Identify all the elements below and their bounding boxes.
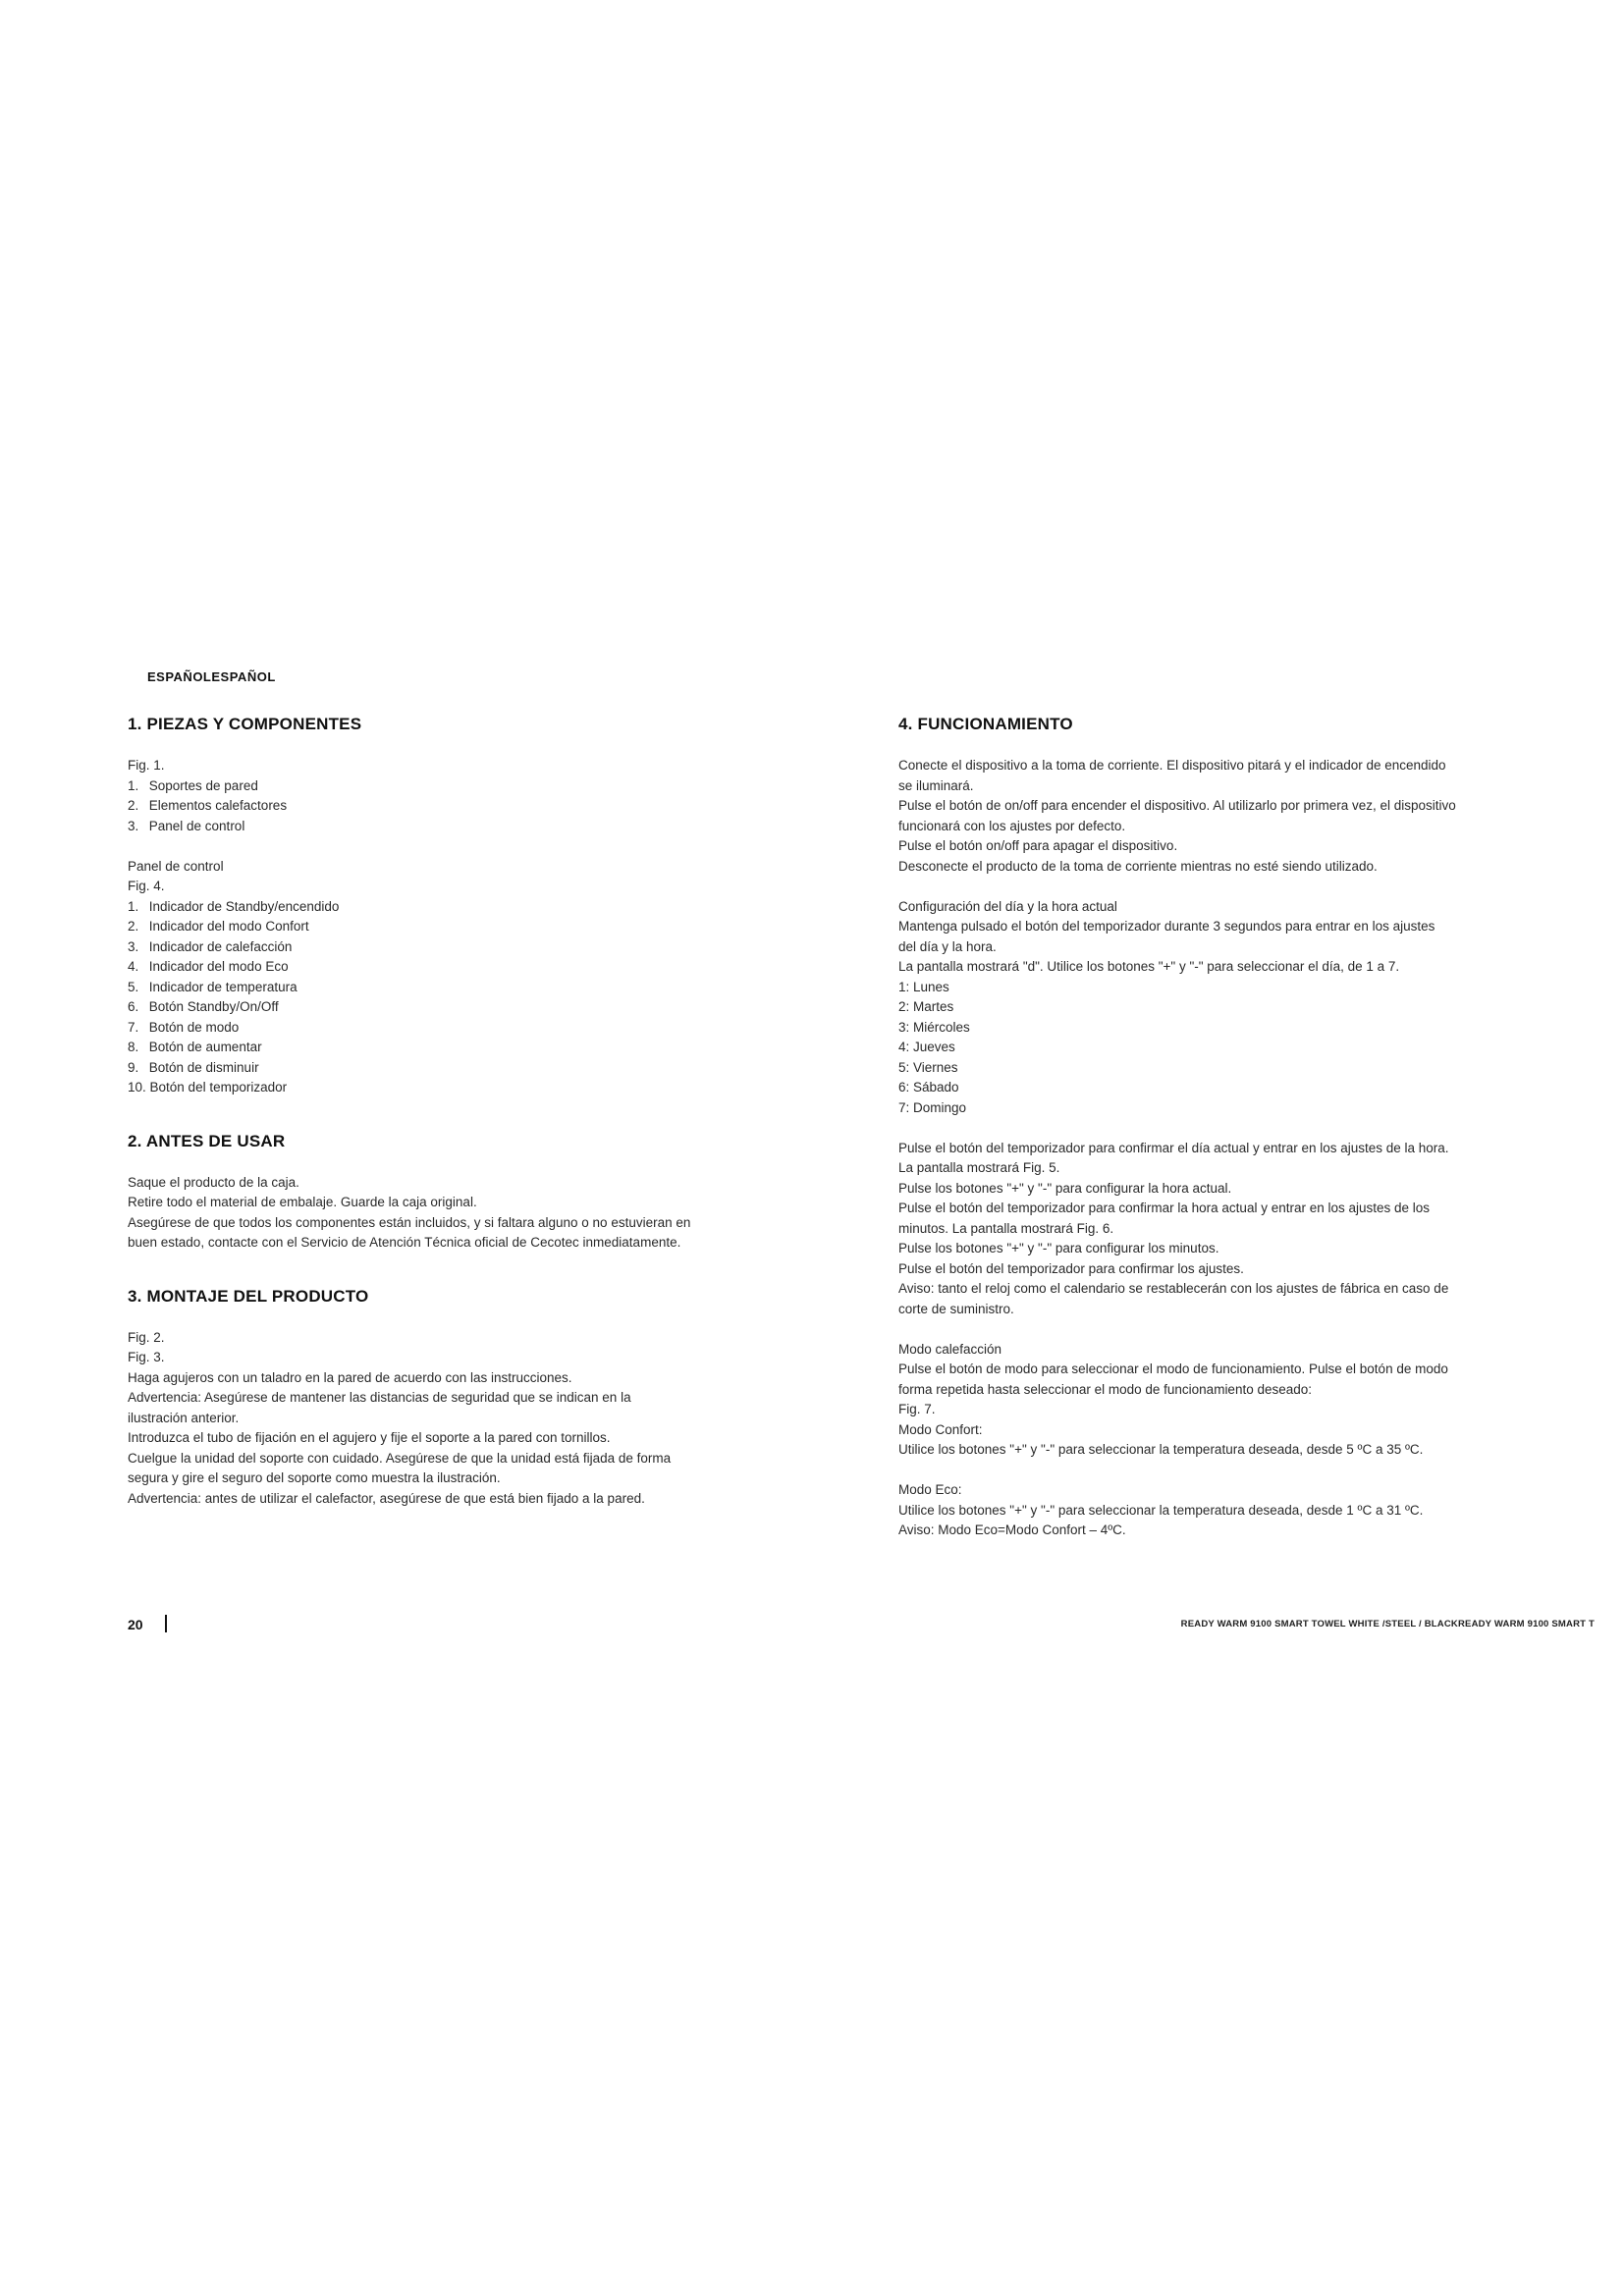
text-line: 7: Domingo — [898, 1099, 967, 1115]
confirmacion-hora — [898, 1139, 1517, 1320]
part-item-text: Panel de control — [145, 818, 245, 833]
modo-eco — [898, 1480, 1517, 1541]
antes-de-usar-text — [128, 1173, 746, 1254]
page-divider — [165, 1615, 167, 1632]
section-title-antes: 2. ANTES DE USAR — [128, 1131, 286, 1150]
part-item-text: Soportes de pared — [145, 777, 258, 793]
text-line: Pulse el botón de on/off para encender el dispositivo. Al utilizarlo por primera vez, el dispositivo — [898, 798, 1456, 813]
text-line: Utilice los botones "+" y "-" para seleccionar la temperatura deseada, desde 5 ºC a 35 ºC. — [898, 1442, 1424, 1457]
text-line: Pulse el botón on/off para apagar el dispositivo. — [898, 838, 1178, 853]
text-line: 4: Jueves — [898, 1040, 955, 1054]
part-item-number: 1. — [128, 777, 139, 793]
text-line: Utilice los botones "+" y "-" para seleccionar la temperatura deseada, desde 1 ºC a 31 ºC. — [898, 1502, 1424, 1518]
part-item-text: Elementos calefactores — [145, 798, 288, 813]
control-item-text: Botón de modo — [145, 1019, 240, 1035]
control-item-number: 8. — [128, 1040, 139, 1054]
text-line: Desconecte el producto de la toma de corriente mientras no esté siendo utilizado. — [898, 858, 1378, 874]
control-item-text: Indicador del modo Confort — [145, 919, 309, 934]
control-item — [128, 1018, 746, 1039]
text-line: La pantalla mostrará "d". Utilice los botones "+" y "-" para seleccionar el día, de 1 a 7. — [898, 959, 1400, 974]
fig-1-label: Fig. 1. — [128, 758, 165, 773]
text-line: funcionará con los ajustes por defecto. — [898, 818, 1126, 833]
control-item — [128, 997, 746, 1018]
left-column — [128, 715, 746, 1509]
control-item — [128, 1038, 746, 1058]
control-item-number: 2. — [128, 919, 139, 934]
text-line: 5: Viernes — [898, 1059, 958, 1075]
text-line: minutos. La pantalla mostrará Fig. 6. — [898, 1220, 1114, 1236]
control-item-text: Indicador de temperatura — [145, 979, 298, 994]
text-line: Pulse el botón de modo para seleccionar el modo de funcionamiento. Pulse el botón de modo — [898, 1362, 1448, 1376]
section-title-montaje: 3. MONTAJE DEL PRODUCTO — [128, 1286, 369, 1306]
text-line: La pantalla mostrará Fig. 5. — [898, 1160, 1060, 1175]
text-line: 6: Sábado — [898, 1080, 959, 1095]
text-line: del día y la hora. — [898, 938, 997, 954]
right-column — [898, 715, 1517, 1541]
text-line: Aviso: tanto el reloj como el calendario se restablecerán con los ajustes de fábrica en caso de — [898, 1281, 1449, 1296]
control-item-text: Botón de disminuir — [145, 1059, 259, 1075]
text-line: Pulse el botón del temporizador para confirmar la hora actual y entrar en los ajustes de los — [898, 1201, 1431, 1215]
text-line: Advertencia: antes de utilizar el calefactor, asegúrese de que está bien fijado a la pared. — [128, 1490, 645, 1506]
control-item-text: Indicador de calefacción — [145, 938, 293, 954]
text-line: Fig. 7. — [898, 1402, 936, 1416]
text-line: Fig. 3. — [128, 1350, 165, 1364]
text-line: Saque el producto de la caja. — [128, 1174, 299, 1190]
text-line: Advertencia: Asegúrese de mantener las distancias de seguridad que se indican en la — [128, 1390, 631, 1405]
part-item — [128, 776, 746, 797]
page-number: 20 — [128, 1617, 143, 1632]
control-item-number: 5. — [128, 979, 139, 994]
control-item — [128, 1078, 746, 1098]
control-item-text: Botón del temporizador — [145, 1080, 288, 1095]
configuracion-dia-hora — [898, 897, 1517, 1119]
text-line: Pulse el botón del temporizador para confirmar los ajustes. — [898, 1260, 1244, 1276]
text-line: buen estado, contacte con el Servicio de Atención Técnica oficial de Cecotec inmediatamente. — [128, 1235, 681, 1250]
text-line: se iluminará. — [898, 777, 974, 793]
text-line: Modo calefacción — [898, 1341, 1002, 1357]
part-item-number: 2. — [128, 798, 139, 813]
panel-label: Panel de control — [128, 858, 224, 874]
control-item — [128, 957, 746, 978]
control-item-number: 9. — [128, 1059, 139, 1075]
part-item-number: 3. — [128, 818, 139, 833]
section-title-piezas: 1. PIEZAS Y COMPONENTES — [128, 715, 362, 733]
control-item-number: 1. — [128, 898, 139, 914]
control-item — [128, 1058, 746, 1079]
text-line: Introduzca el tubo de fijación en el agujero y fije el soporte a la pared con tornillos. — [128, 1430, 611, 1445]
text-line: Haga agujeros con un taladro en la pared de acuerdo con las instrucciones. — [128, 1369, 572, 1385]
control-item-text: Indicador de Standby/encendido — [145, 898, 340, 914]
text-line: forma repetida hasta seleccionar el modo de funcionamiento deseado: — [898, 1381, 1313, 1397]
text-line: ilustración anterior. — [128, 1410, 240, 1425]
fig-4-label: Fig. 4. — [128, 879, 165, 893]
text-line: Asegúrese de que todos los componentes están incluidos, y si faltara alguno o no estuvieran en — [128, 1214, 691, 1230]
language-header: ESPAÑOLESPAÑOL — [147, 669, 276, 684]
parts-list — [128, 776, 746, 837]
control-item — [128, 937, 746, 958]
text-line: 3: Miércoles — [898, 1019, 970, 1035]
part-item — [128, 817, 746, 837]
part-item — [128, 796, 746, 817]
control-item-text: Indicador del modo Eco — [145, 959, 289, 974]
text-line: Fig. 2. — [128, 1329, 165, 1345]
text-line: corte de suministro. — [898, 1301, 1014, 1316]
text-line: Pulse los botones "+" y "-" para configurar la hora actual. — [898, 1180, 1232, 1196]
text-line: Configuración del día y la hora actual — [898, 898, 1117, 914]
control-item-number: 4. — [128, 959, 139, 974]
text-line: 2: Martes — [898, 999, 954, 1014]
montaje-text — [128, 1328, 746, 1510]
text-line: Conecte el dispositivo a la toma de corriente. El dispositivo pitará y el indicador de encendido — [898, 758, 1446, 773]
text-line: Modo Confort: — [898, 1421, 983, 1437]
text-line: 1: Lunes — [898, 979, 949, 994]
text-line: segura y gire el seguro del soporte como muestra la ilustración. — [128, 1470, 501, 1485]
text-line: Pulse el botón del temporizador para confirmar el día actual y entrar en los ajustes de la hora. — [898, 1140, 1449, 1155]
text-line: Pulse los botones "+" y "-" para configurar los minutos. — [898, 1241, 1219, 1255]
control-item — [128, 917, 746, 937]
text-line: Modo Eco: — [898, 1482, 962, 1497]
indicators-list — [128, 897, 746, 1098]
modo-calefaccion — [898, 1340, 1517, 1461]
product-name-footer: READY WARM 9100 SMART TOWEL WHITE /STEEL / BLACKREADY WARM 9100 SMART T — [1180, 1619, 1595, 1629]
text-line: Aviso: Modo Eco=Modo Confort – 4ºC. — [898, 1522, 1126, 1537]
control-item-number: 3. — [128, 938, 139, 954]
control-item — [128, 897, 746, 918]
section-title-funcionamiento: 4. FUNCIONAMIENTO — [898, 715, 1073, 733]
text-line: Retire todo el material de embalaje. Guarde la caja original. — [128, 1195, 477, 1209]
control-item — [128, 978, 746, 998]
control-item-number: 6. — [128, 999, 139, 1014]
control-item-text: Botón Standby/On/Off — [145, 999, 279, 1014]
text-line: Mantenga pulsado el botón del temporizador durante 3 segundos para entrar en los ajustes — [898, 919, 1435, 934]
control-item-number: 10. — [128, 1080, 146, 1095]
funcionamiento-intro — [898, 756, 1517, 877]
control-item-text: Botón de aumentar — [145, 1040, 262, 1054]
text-line: Cuelgue la unidad del soporte con cuidado. Asegúrese de que la unidad está fijada de forma — [128, 1450, 672, 1466]
control-item-number: 7. — [128, 1019, 139, 1035]
